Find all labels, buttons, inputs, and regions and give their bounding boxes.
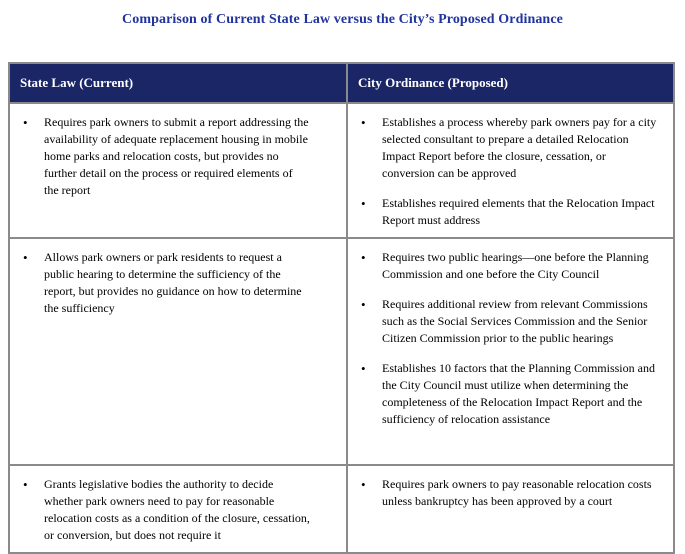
bullet-item: • Requires park owners to submit a report addressing the availability of adequate replacement housing in mobile home parks and relocation costs, but provides no further detail on the process or required elements of the report xyxy=(22,114,310,199)
table-body xyxy=(9,103,674,553)
table-row-report-requirements xyxy=(9,103,674,238)
bullet-list xyxy=(360,249,659,428)
bullet-item: • Establishes required elements that the Relocation Impact Report must address xyxy=(360,195,659,229)
bullet-item: • Establishes a process whereby park owners pay for a city selected consultant to prepare a detailed Relocation Impact Report before the closure, cessation, or conversion can be approved xyxy=(360,114,659,182)
column-header-city-ordinance: City Ordinance (Proposed) xyxy=(347,63,674,103)
bullet-item: • Requires two public hearings—one before the Planning Commission and one before the City Council xyxy=(360,249,659,283)
comparison-table xyxy=(8,62,675,554)
bullet-list xyxy=(22,249,310,317)
table-cell-state-law-row-1 xyxy=(9,103,347,238)
column-header-state-law: State Law (Current) xyxy=(9,63,347,103)
bullet-list xyxy=(360,114,659,229)
table-cell-state-law-row-2 xyxy=(9,238,347,465)
table-row-relocation-costs xyxy=(9,465,674,553)
bullet-list xyxy=(22,476,310,544)
header-row xyxy=(9,63,674,103)
table-row-public-hearings xyxy=(9,238,674,465)
bullet-list xyxy=(360,476,659,510)
table-cell-city-ordinance-row-3 xyxy=(347,465,674,553)
bullet-item: • Establishes 10 factors that the Planning Commission and the City Council must utilize when determining the completeness of the Relocation Impact Report and the sufficiency of relocation assistance xyxy=(360,360,659,428)
table-cell-city-ordinance-row-2 xyxy=(347,238,674,465)
bullet-item: • Requires park owners to pay reasonable relocation costs unless bankruptcy has been approved by a court xyxy=(360,476,659,510)
page-title: Comparison of Current State Law versus the City’s Proposed Ordinance xyxy=(122,12,563,27)
bullet-item: • Grants legislative bodies the authority to decide whether park owners need to pay for reasonable relocation costs as a condition of the closure, cessation, or conversion, but does not require it xyxy=(22,476,310,544)
table-header xyxy=(9,63,674,103)
bullet-item: • Allows park owners or park residents to request a public hearing to determine the sufficiency of the report, but provides no guidance on how to determine the sufficiency xyxy=(22,249,310,317)
bullet-list xyxy=(22,114,310,199)
bullet-item: • Requires additional review from relevant Commissions such as the Social Services Commission and the Senior Citizen Commission prior to the public hearings xyxy=(360,296,659,347)
table-cell-state-law-row-3 xyxy=(9,465,347,553)
table-cell-city-ordinance-row-1 xyxy=(347,103,674,238)
